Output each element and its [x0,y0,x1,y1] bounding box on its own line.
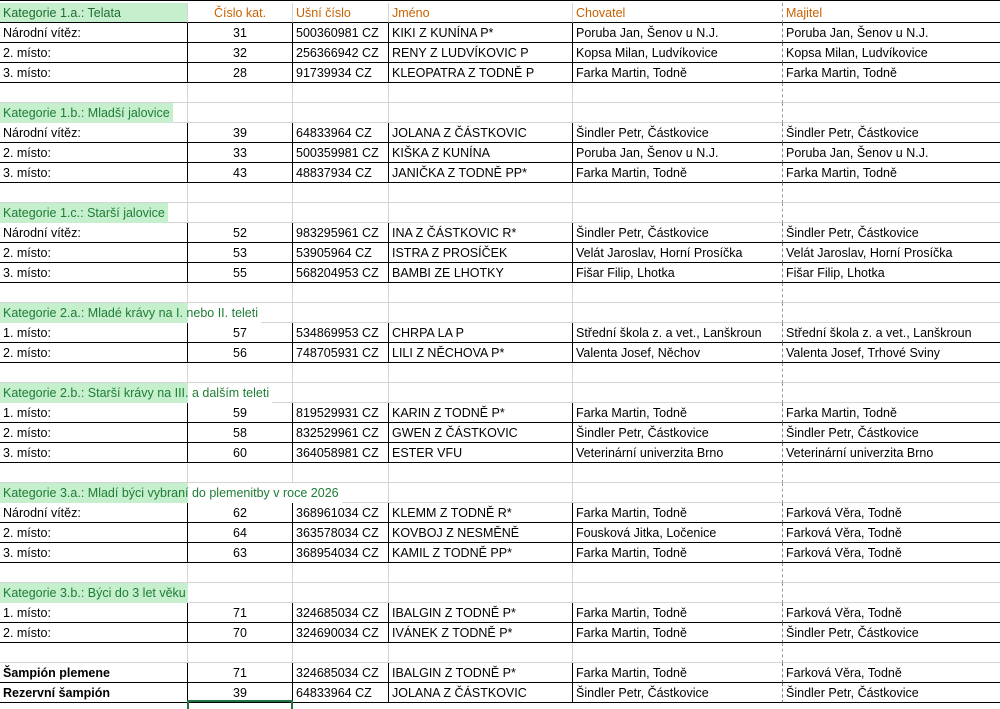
owner-cell[interactable]: Farková Věra, Todně [783,603,1000,623]
empty-cell[interactable] [783,203,1000,223]
header-breeder[interactable]: Chovatel [573,3,783,23]
animal-name-cell[interactable]: KIŠKA Z KUNÍNA [389,143,573,163]
empty-cell[interactable] [293,103,389,123]
cat-no-cell[interactable]: 71 [188,603,293,623]
empty-cell[interactable] [573,643,783,663]
empty-cell[interactable] [573,363,783,383]
empty-cell[interactable] [783,643,1000,663]
cat-no-cell[interactable]: 52 [188,223,293,243]
header-row [0,3,1000,23]
top-border [0,0,1000,1]
place-cell[interactable]: 3. místo: [0,163,188,183]
cat-no-cell[interactable]: 63 [188,543,293,563]
header-category[interactable]: Kategorie 1.a.: Telata [0,3,188,23]
place-cell[interactable]: 2. místo: [0,243,188,263]
empty-cell[interactable] [293,203,389,223]
animal-name-cell[interactable]: KIKI Z KUNÍNA P* [389,23,573,43]
animal-name-cell[interactable]: IBALGIN Z TODNĚ P* [389,603,573,623]
empty-cell[interactable] [293,183,389,203]
place-cell[interactable]: 3. místo: [0,263,188,283]
cat-no-cell[interactable]: 59 [188,403,293,423]
breeder-cell[interactable]: Farka Martin, Todně [573,603,783,623]
place-cell[interactable]: 3. místo: [0,543,188,563]
animal-name-cell[interactable]: GWEN Z ČÁSTKOVIC [389,423,573,443]
breeder-cell[interactable]: Šindler Petr, Částkovice [573,683,783,703]
empty-cell[interactable] [783,483,1000,503]
table-row [0,543,1000,563]
header-ear-no[interactable]: Ušní číslo [293,3,389,23]
ear-no-cell[interactable]: 324690034 CZ [293,623,389,643]
empty-cell[interactable] [389,463,573,483]
empty-cell[interactable] [573,303,783,323]
empty-cell[interactable] [783,83,1000,103]
breeder-cell[interactable]: Poruba Jan, Šenov u N.J. [573,143,783,163]
empty-cell[interactable] [293,383,389,403]
place-cell[interactable]: 2. místo: [0,423,188,443]
place-cell[interactable]: 1. místo: [0,323,188,343]
empty-cell[interactable] [389,83,573,103]
empty-cell[interactable] [783,183,1000,203]
empty-cell[interactable] [573,383,783,403]
empty-cell[interactable] [783,363,1000,383]
owner-cell[interactable]: Valenta Josef, Trhové Sviny [783,343,1000,363]
empty-row [0,363,1000,383]
ear-no-cell[interactable]: 819529931 CZ [293,403,389,423]
category-title[interactable]: Kategorie 1.c.: Starší jalovice [0,203,168,223]
empty-cell[interactable] [0,363,188,383]
category-title[interactable]: Kategorie 1.b.: Mladší jalovice [0,103,173,123]
place-cell[interactable]: Národní vítěz: [0,23,188,43]
animal-name-cell[interactable]: LILI Z NĚCHOVA P* [389,343,573,363]
ear-no-cell[interactable]: 500360981 CZ [293,23,389,43]
header-name[interactable]: Jméno [389,3,573,23]
table-row [0,403,1000,423]
empty-cell[interactable] [293,583,389,603]
empty-cell[interactable] [188,363,293,383]
empty-cell[interactable] [0,643,188,663]
breeder-cell[interactable]: Poruba Jan, Šenov u N.J. [573,23,783,43]
table-row [0,503,1000,523]
animal-name-cell[interactable]: CHRPA LA P [389,323,573,343]
empty-row [0,283,1000,303]
empty-cell[interactable] [188,103,293,123]
owner-cell[interactable]: Šindler Petr, Částkovice [783,683,1000,703]
cat-no-cell[interactable]: 56 [188,343,293,363]
table-row [0,663,1000,683]
owner-cell[interactable]: Farka Martin, Todně [783,163,1000,183]
breeder-cell[interactable]: Fišar Filip, Lhotka [573,263,783,283]
table-row [0,243,1000,263]
empty-cell[interactable] [188,563,293,583]
place-cell[interactable]: Šampión plemene [0,663,188,683]
cat-no-cell[interactable]: 55 [188,263,293,283]
place-cell[interactable]: Národní vítěz: [0,503,188,523]
cat-no-cell[interactable]: 31 [188,23,293,43]
breeder-cell[interactable]: Farka Martin, Todně [573,623,783,643]
empty-cell[interactable] [188,583,293,603]
ear-no-cell[interactable]: 983295961 CZ [293,223,389,243]
owner-cell[interactable]: Kopsa Milan, Ludvíkovice [783,43,1000,63]
category-row [0,483,1000,503]
place-cell[interactable]: 2. místo: [0,623,188,643]
ear-no-cell[interactable]: 324685034 CZ [293,663,389,683]
owner-cell[interactable]: Šindler Petr, Částkovice [783,123,1000,143]
breeder-cell[interactable]: Farka Martin, Todně [573,503,783,523]
breeder-cell[interactable]: Farka Martin, Todně [573,403,783,423]
animal-name-cell[interactable]: BAMBI ZE LHOTKY [389,263,573,283]
category-row [0,383,1000,403]
empty-cell[interactable] [389,483,573,503]
cat-no-cell[interactable]: 32 [188,43,293,63]
table-row [0,603,1000,623]
place-cell[interactable]: 2. místo: [0,43,188,63]
ear-no-cell[interactable]: 48837934 CZ [293,163,389,183]
table-row [0,443,1000,463]
table-row [0,343,1000,363]
table-row [0,223,1000,243]
ear-no-cell[interactable]: 568204953 CZ [293,263,389,283]
empty-cell[interactable] [188,463,293,483]
category-title[interactable]: Kategorie 3.b.: Býci do 3 let věku [0,583,189,603]
place-cell[interactable]: 1. místo: [0,403,188,423]
empty-cell[interactable] [573,463,783,483]
breeder-cell[interactable]: Farka Martin, Todně [573,663,783,683]
empty-row [0,563,1000,583]
ear-no-cell[interactable]: 368954034 CZ [293,543,389,563]
animal-name-cell[interactable]: INA Z ČÁSTKOVIC R* [389,223,573,243]
empty-cell[interactable] [783,583,1000,603]
place-cell[interactable]: 2. místo: [0,343,188,363]
animal-name-cell[interactable]: JOLANA Z ČÁSTKOVIC [389,123,573,143]
empty-cell[interactable] [783,103,1000,123]
place-cell[interactable]: Národní vítěz: [0,223,188,243]
empty-cell[interactable] [293,563,389,583]
empty-cell[interactable] [783,383,1000,403]
breeder-cell[interactable]: Fousková Jitka, Ločenice [573,523,783,543]
ear-no-cell[interactable]: 91739934 CZ [293,63,389,83]
empty-cell[interactable] [783,303,1000,323]
category-row [0,203,1000,223]
owner-cell[interactable]: Farka Martin, Todně [783,403,1000,423]
owner-cell[interactable]: Poruba Jan, Šenov u N.J. [783,23,1000,43]
cat-no-cell[interactable]: 70 [188,623,293,643]
animal-name-cell[interactable]: IBALGIN Z TODNĚ P* [389,663,573,683]
header-cat-no[interactable]: Číslo kat. [188,3,293,23]
empty-cell[interactable] [573,283,783,303]
table-row [0,263,1000,283]
empty-row [0,463,1000,483]
table-row [0,63,1000,83]
empty-cell[interactable] [783,563,1000,583]
ear-no-cell[interactable]: 256366942 CZ [293,43,389,63]
breeder-cell[interactable]: Valenta Josef, Něchov [573,343,783,363]
ear-no-cell[interactable]: 64833964 CZ [293,123,389,143]
breeder-cell[interactable]: Veterinární univerzita Brno [573,443,783,463]
table-row [0,623,1000,643]
ear-no-cell[interactable]: 832529961 CZ [293,423,389,443]
owner-cell[interactable]: Šindler Petr, Částkovice [783,423,1000,443]
empty-cell[interactable] [188,283,293,303]
header-owner[interactable]: Majitel [783,3,1000,23]
ear-no-cell[interactable]: 64833964 CZ [293,683,389,703]
empty-cell[interactable] [293,283,389,303]
empty-cell[interactable] [0,83,188,103]
empty-cell[interactable] [573,203,783,223]
empty-cell[interactable] [293,303,389,323]
owner-cell[interactable]: Šindler Petr, Částkovice [783,223,1000,243]
owner-cell[interactable]: Farková Věra, Todně [783,543,1000,563]
empty-cell[interactable] [389,283,573,303]
cat-no-cell[interactable]: 57 [188,323,293,343]
category-title[interactable]: Kategorie 2.b.: Starší krávy na III. a dalším teleti [0,383,272,403]
animal-name-cell[interactable]: KAMIL Z TODNĚ PP* [389,543,573,563]
breeder-cell[interactable]: Šindler Petr, Částkovice [573,123,783,143]
empty-cell[interactable] [573,563,783,583]
empty-cell[interactable] [573,103,783,123]
ear-no-cell[interactable]: 748705931 CZ [293,343,389,363]
place-cell[interactable]: 3. místo: [0,63,188,83]
breeder-cell[interactable]: Šindler Petr, Částkovice [573,223,783,243]
empty-cell[interactable] [293,463,389,483]
cat-no-cell[interactable]: 58 [188,423,293,443]
ear-no-cell[interactable]: 363578034 CZ [293,523,389,543]
empty-cell[interactable] [0,463,188,483]
table-row [0,683,1000,703]
table-row [0,323,1000,343]
empty-cell[interactable] [389,383,573,403]
table-row [0,23,1000,43]
animal-name-cell[interactable]: RENY Z LUDVÍKOVIC P [389,43,573,63]
place-cell[interactable]: 2. místo: [0,143,188,163]
empty-cell[interactable] [188,183,293,203]
ear-no-cell[interactable]: 534869953 CZ [293,323,389,343]
table-row [0,43,1000,63]
table-row [0,523,1000,543]
animal-name-cell[interactable]: JOLANA Z ČÁSTKOVIC [389,683,573,703]
empty-cell[interactable] [188,83,293,103]
breeder-cell[interactable]: Střední škola z. a vet., Lanškroun [573,323,783,343]
selected-cell[interactable] [187,700,293,709]
breeder-cell[interactable]: Farka Martin, Todně [573,543,783,563]
cat-no-cell[interactable]: 53 [188,243,293,263]
ear-no-cell[interactable]: 500359981 CZ [293,143,389,163]
empty-cell[interactable] [293,363,389,383]
empty-row [0,83,1000,103]
empty-cell[interactable] [389,583,573,603]
animal-name-cell[interactable]: KOVBOJ Z NESMĚNĚ [389,523,573,543]
empty-cell[interactable] [293,643,389,663]
animal-name-cell[interactable]: IVÁNEK Z TODNĚ P* [389,623,573,643]
cat-no-cell[interactable]: 43 [188,163,293,183]
owner-cell[interactable]: Veterinární univerzita Brno [783,443,1000,463]
empty-cell[interactable] [0,283,188,303]
ear-no-cell[interactable]: 368961034 CZ [293,503,389,523]
empty-cell[interactable] [389,183,573,203]
animal-name-cell[interactable]: JANIČKA Z TODNĚ PP* [389,163,573,183]
place-cell[interactable]: 2. místo: [0,523,188,543]
category-title[interactable]: Kategorie 3.a.: Mladí býci vybraní do plemenitby v roce 2026 [0,483,342,503]
breeder-cell[interactable]: Velát Jaroslav, Horní Prosíčka [573,243,783,263]
cat-no-cell[interactable]: 39 [188,123,293,143]
animal-name-cell[interactable]: KLEOPATRA Z TODNĚ P [389,63,573,83]
animal-name-cell[interactable]: ESTER VFU [389,443,573,463]
category-row [0,583,1000,603]
empty-cell[interactable] [573,583,783,603]
table-row [0,423,1000,443]
cat-no-cell[interactable]: 39 [188,683,293,703]
breeder-cell[interactable]: Farka Martin, Todně [573,163,783,183]
empty-cell[interactable] [293,83,389,103]
empty-cell[interactable] [783,463,1000,483]
cat-no-cell[interactable]: 71 [188,663,293,683]
empty-cell[interactable] [573,183,783,203]
breeder-cell[interactable]: Šindler Petr, Částkovice [573,423,783,443]
cat-no-cell[interactable]: 28 [188,63,293,83]
empty-cell[interactable] [0,563,188,583]
category-row [0,303,1000,323]
table-row [0,123,1000,143]
breeder-cell[interactable]: Farka Martin, Todně [573,63,783,83]
owner-cell[interactable]: Střední škola z. a vet., Lanškroun [783,323,1000,343]
owner-cell[interactable]: Fišar Filip, Lhotka [783,263,1000,283]
owner-cell[interactable]: Velát Jaroslav, Horní Prosíčka [783,243,1000,263]
empty-cell[interactable] [0,183,188,203]
animal-name-cell[interactable]: KARIN Z TODNĚ P* [389,403,573,423]
animal-name-cell[interactable]: KLEMM Z TODNĚ R* [389,503,573,523]
owner-cell[interactable]: Šindler Petr, Částkovice [783,623,1000,643]
empty-cell[interactable] [188,203,293,223]
cat-no-cell[interactable]: 60 [188,443,293,463]
empty-cell[interactable] [389,303,573,323]
empty-cell[interactable] [389,643,573,663]
cat-no-cell[interactable]: 64 [188,523,293,543]
ear-no-cell[interactable]: 53905964 CZ [293,243,389,263]
breeder-cell[interactable]: Kopsa Milan, Ludvíkovice [573,43,783,63]
place-cell[interactable]: 1. místo: [0,603,188,623]
cat-no-cell[interactable]: 62 [188,503,293,523]
owner-cell[interactable]: Farková Věra, Todně [783,503,1000,523]
place-cell[interactable]: Rezervní šampión [0,683,188,703]
category-title[interactable]: Kategorie 2.a.: Mladé krávy na I. nebo II. teleti [0,303,261,323]
owner-cell[interactable]: Farková Věra, Todně [783,663,1000,683]
empty-row [0,643,1000,663]
cat-no-cell[interactable]: 33 [188,143,293,163]
empty-cell[interactable] [573,83,783,103]
empty-row [0,183,1000,203]
owner-cell[interactable]: Farková Věra, Todně [783,523,1000,543]
owner-cell[interactable]: Poruba Jan, Šenov u N.J. [783,143,1000,163]
category-row [0,103,1000,123]
empty-cell[interactable] [389,103,573,123]
ear-no-cell[interactable]: 364058981 CZ [293,443,389,463]
empty-cell[interactable] [188,643,293,663]
table-row [0,163,1000,183]
empty-cell[interactable] [389,563,573,583]
empty-cell[interactable] [573,483,783,503]
place-cell[interactable]: Národní vítěz: [0,123,188,143]
ear-no-cell[interactable]: 324685034 CZ [293,603,389,623]
table-row [0,143,1000,163]
empty-cell[interactable] [783,283,1000,303]
animal-name-cell[interactable]: ISTRA Z PROSÍČEK [389,243,573,263]
empty-cell[interactable] [389,203,573,223]
owner-cell[interactable]: Farka Martin, Todně [783,63,1000,83]
place-cell[interactable]: 3. místo: [0,443,188,463]
empty-cell[interactable] [389,363,573,383]
